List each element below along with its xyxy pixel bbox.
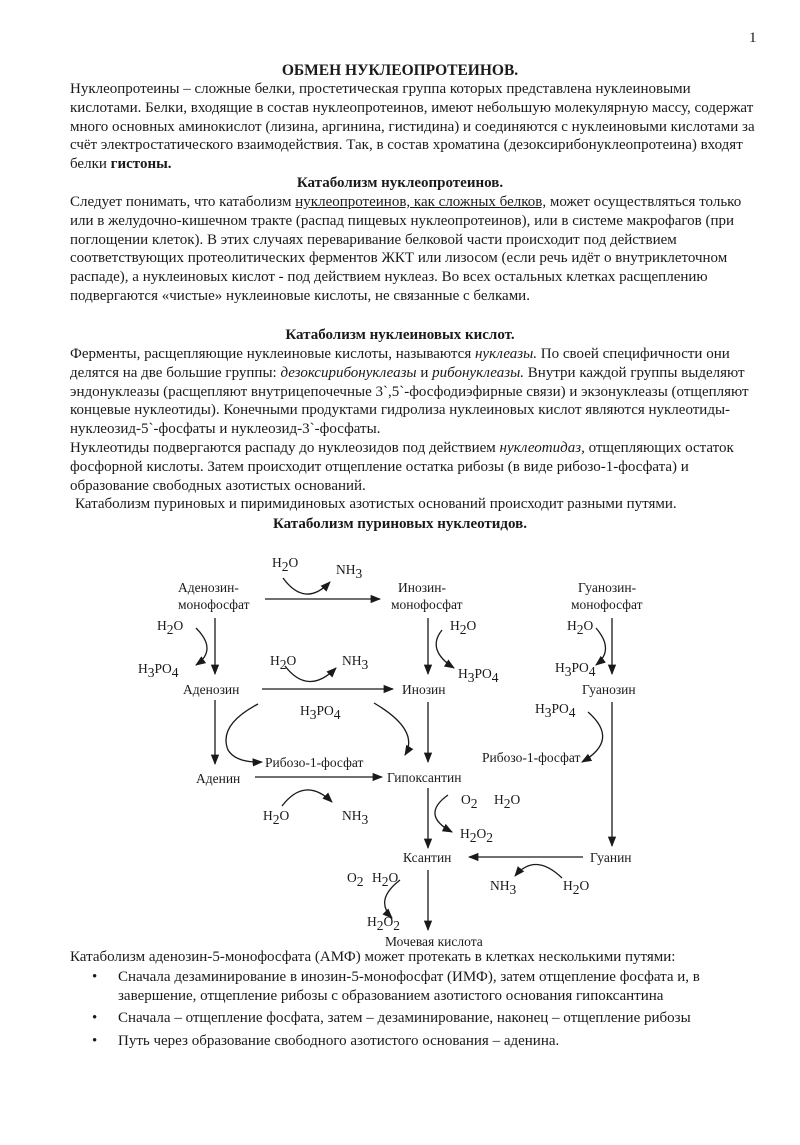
curve-h2o-h3po4-amp [196,628,207,665]
formula-h3po4-middle: H3PO4 [300,703,341,722]
s2-text-e: Нуклеотиды подвергаются распаду до нуклеозидов под действием [70,439,500,456]
s2-text-d: Внутри каждой группы выделяют эндонуклеазы (расщепляют внутрицепочечные 3`,5`-фосфодиэфирные связи) и экзонуклеазы (отщепляют концевые нуклеотиды). Конечными продуктами гидролиза нуклеиновых кислот являются нуклеотиды- нуклеозид-5`-фосфаты и нуклеозид-3`-фосфаты. [70,364,749,438]
compound-ribose-phosphate-left: Рибозо-1-фосфат [265,755,364,770]
curve-h2o-h3po4-gmp [596,628,606,665]
s2-text-b: По своей специфичности они делятся на две большие группы: [70,346,730,381]
summary-list [70,968,770,1054]
section2-paragraph [70,345,758,514]
formula-nh3-guanine: NH3 [490,878,517,897]
section1-underlined: нуклеопротеинов, как сложных белков, [295,194,547,210]
curve-ribose-left-release [226,704,262,762]
list-item: • Сначала – отщепление фосфата, затем – дезаминирование, наконец – отщепление рибозы [70,1009,770,1028]
formula-h2o2-hypoxanthine: H2O2 [460,826,493,845]
s2-term-nucleases: нуклеазы. [474,346,538,362]
curve-ribose-right [582,712,603,762]
summary-lead-text: Катаболизм аденозин-5-монофосфата (АМФ) может протекать в клетках несколькими путями: [70,949,676,965]
formula-h3po4-gmp: H3PO4 [555,660,596,679]
compound-imp-line2: монофосфат [391,597,463,612]
intro-text: Нуклеопротеины – сложные белки, простетическая группа которых представлена нуклеиновыми кислотами. Белки, входящие в состав нуклеопротеинов, имеют небольшую молекулярную массу, содержат много основных аминокислот (лизина, аргинина, гистидина) и соединяются с нуклеиновыми кислотами за счёт электростатического взаимодействия. Так, в состав хроматина (дезоксирибонуклеопротеина) входят белки [70,81,755,173]
list-item: • Путь через образование свободного азотистого основания – аденина. [70,1032,770,1051]
s2-text-g: Катаболизм пуриновых и пиримидиновых азотистых оснований происходит разными путями. [75,496,677,513]
s2-text-a: Ферменты, расщепляющие нуклеиновые кислоты, называются [70,346,475,362]
formula-o2-xanthine: O2 [347,870,364,889]
compound-adenosine: Аденозин [183,682,240,697]
formula-h2o-guanine: H2O [563,878,590,897]
compound-imp-line1: Инозин- [398,580,447,595]
page-title: ОБМЕН НУКЛЕОПРОТЕИНОВ. [281,62,519,79]
formula-nh3-top: NH3 [336,562,363,581]
formula-h3po4-guanosine: H3PO4 [535,701,576,720]
formula-h2o-middle: H2O [270,653,297,672]
curve-o2-h2o2-hypoxanthine [435,795,452,832]
s2-term-nucleotidases: нуклеотидаз, [499,439,585,456]
purine-catabolism-diagram [0,548,800,953]
curve-h2o-h3po4-imp [436,630,454,668]
compound-uric-acid: Мочевая кислота [385,934,483,949]
formula-h3po4-imp: H3PO4 [458,666,499,685]
compound-ribose-phosphate-right: Рибозо-1-фосфат [482,750,581,765]
compound-guanine: Гуанин [590,850,632,865]
compound-adenine: Аденин [196,771,241,786]
section1-paragraph [70,193,758,306]
compound-hypoxanthine: Гипоксантин [387,770,462,785]
intro-bold-term: гистоны. [110,156,172,173]
curve-ribose-left-intake [374,703,409,755]
s2-text-f: отщепляющих остаток фосфорной кислоты. Затем происходит отщепление остатка рибозы (в виде рибозо-1-фосфата) и образование свободных азотистых оснований. [70,439,734,494]
compound-amp-line2: монофосфат [178,597,250,612]
s2-term-rnases: рибонуклеазы. [432,364,525,381]
curve-h2o-nh3-bottom [282,790,332,806]
summary-lead [70,948,758,967]
s2-term-dnases: дезоксирибонуклеазы [280,364,417,381]
formula-h3po4-amp: H3PO4 [138,661,179,680]
curve-h2o-nh3-middle [285,666,336,682]
page-number: 1 [749,30,757,46]
formula-o2-hypoxanthine: O2 [461,792,478,811]
intro-paragraph [70,80,758,174]
formula-h2o-amp: H2O [157,618,184,637]
compound-xanthine: Ксантин [403,850,452,865]
formula-h2o2-xanthine: H2O2 [367,914,400,933]
formula-h2o-bottom: H2O [263,808,290,827]
formula-nh3-bottom: NH3 [342,808,369,827]
formula-h2o-gmp: H2O [567,618,594,637]
formula-h2o-top: H2O [272,555,299,574]
section1-text-post: может осуществляться только или в желудочно-кишечном тракте (распад пищевых нуклеопротеинов), или в системе макрофагов (при поглощении клеток). В этих случаях переваривание белковой части происходит под действием соответствующих протеолитических ферментов ЖКТ или лизосом (если речь идёт о внутриклеточном распаде), а нуклеиновых кислот - под действием нуклеаз. Во всех остальных клетках расщеплению подвергаются «чистые» нуклеиновые кислоты, не связанные с белками. [70,194,742,304]
curve-h2o-nh3-guanine [515,864,562,878]
compound-gmp-line1: Гуанозин- [578,580,637,595]
curve-h2o-nh3-top [283,578,330,594]
compound-gmp-line2: монофосфат [571,597,643,612]
heading-nucleoprotein-catabolism: Катаболизм нуклеопротеинов. [296,175,504,191]
formula-h2o-imp: H2O [450,618,477,637]
compound-amp-line1: Аденозин- [178,580,239,595]
s2-text-c: и [416,364,433,381]
heading-nucleic-acid-catabolism: Катаболизм нуклеиновых кислот. [285,327,515,343]
heading-purine-catabolism: Катаболизм пуриновых нуклеотидов. [273,516,527,532]
compound-guanosine: Гуанозин [582,682,636,697]
list-item: • Сначала дезаминирование в инозин-5-монофосфат (ИМФ), затем отщепление фосфата и, в завершение, отщепление рибозы с образованием азотистого основания гипоксантина [70,968,770,1005]
compound-inosine: Инозин [402,682,446,697]
formula-h2o-hypoxanthine: H2O [494,792,521,811]
formula-h2o-xanthine: H2O [372,870,399,889]
section1-text-pre: Следует понимать, что катаболизм [70,194,296,210]
formula-nh3-middle: NH3 [342,653,369,672]
